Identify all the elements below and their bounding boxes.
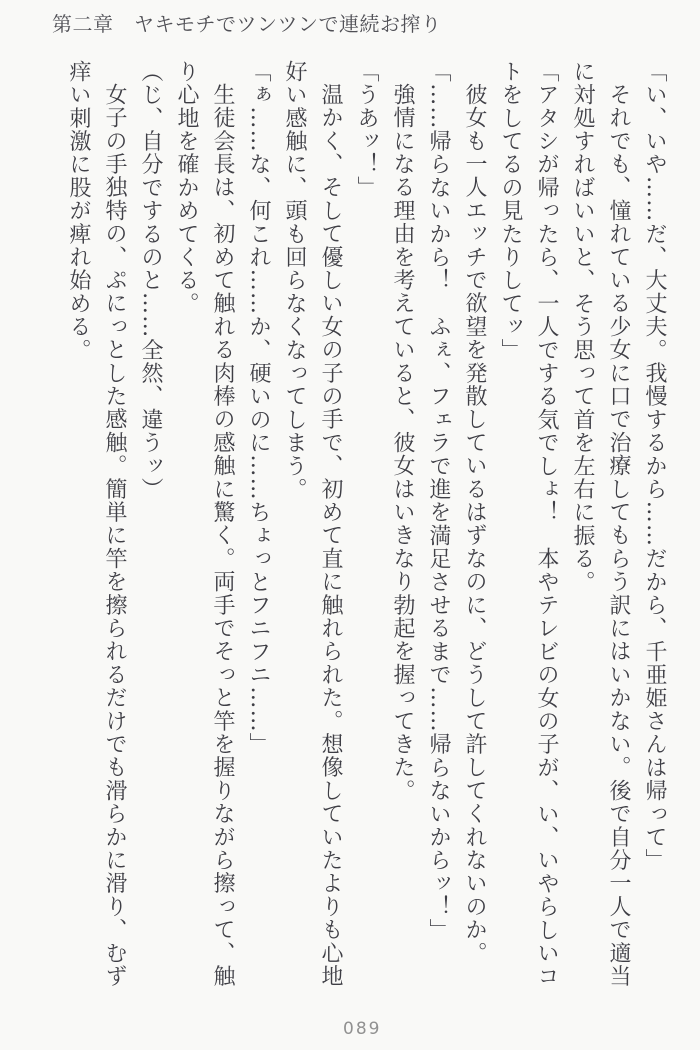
text-line: 強情になる理由を考えていると、彼女はいきなり勃起を握ってきた。 bbox=[390, 83, 415, 803]
text-line: 痒い刺激に股が痺れ始める。 bbox=[66, 60, 91, 362]
text-line: 「ぁ……な、何これ……か、硬いのに……ちょっとフニフニ……」 bbox=[246, 60, 271, 756]
chapter-header: 第二章 ヤキモチでツンツンで連続お搾り bbox=[52, 12, 442, 36]
text-line: 「アタシが帰ったら、一人でする気でしょ！ 本やテレビの女の子が、い、いやらしいコ bbox=[534, 60, 559, 988]
text-line: トをしてるの見たりしてッ」 bbox=[498, 60, 523, 362]
text-line: 「うあッ！」 bbox=[354, 60, 379, 200]
text-line: 「い、いや……だ、大丈夫。我慢するから……だから、千亜姫さんは帰って」 bbox=[642, 60, 667, 872]
text-line: 生徒会長は、初めて触れる肉棒の感触に驚く。両手でそっと竿を握りながら擦って、触 bbox=[210, 83, 235, 988]
main-text bbox=[60, 60, 672, 1005]
text-line: 「……帰らないから！ ふぇ、フェラで進を満足させるまで……帰らないからッ！」 bbox=[426, 60, 451, 942]
text-line: （じ、自分でするのと……全然、違うッ） bbox=[138, 60, 163, 501]
page-number: 089 bbox=[343, 1019, 382, 1039]
text-line: 好い感触に、頭も回らなくなってしまう。 bbox=[282, 60, 307, 501]
text-line: 温かく、そして優しい女の子の手で、初めて直に触れられた。想像していたよりも心地 bbox=[318, 83, 343, 988]
text-line: 女子の手独特の、ぷにっとした感触。簡単に竿を擦られるだけでも滑らかに滑り、むず bbox=[102, 83, 127, 988]
text-line: に対処すればいいと、そう思って首を左右に振る。 bbox=[570, 60, 595, 594]
text-line: それでも、憧れている少女に口で治療してもらう訳にはいかない。後で自分一人で適当 bbox=[606, 83, 631, 988]
text-line: り心地を確かめてくる。 bbox=[174, 60, 199, 316]
text-line: 彼女も一人エッチで欲望を発散しているはずなのに、どうして許してくれないのか。 bbox=[462, 83, 487, 965]
